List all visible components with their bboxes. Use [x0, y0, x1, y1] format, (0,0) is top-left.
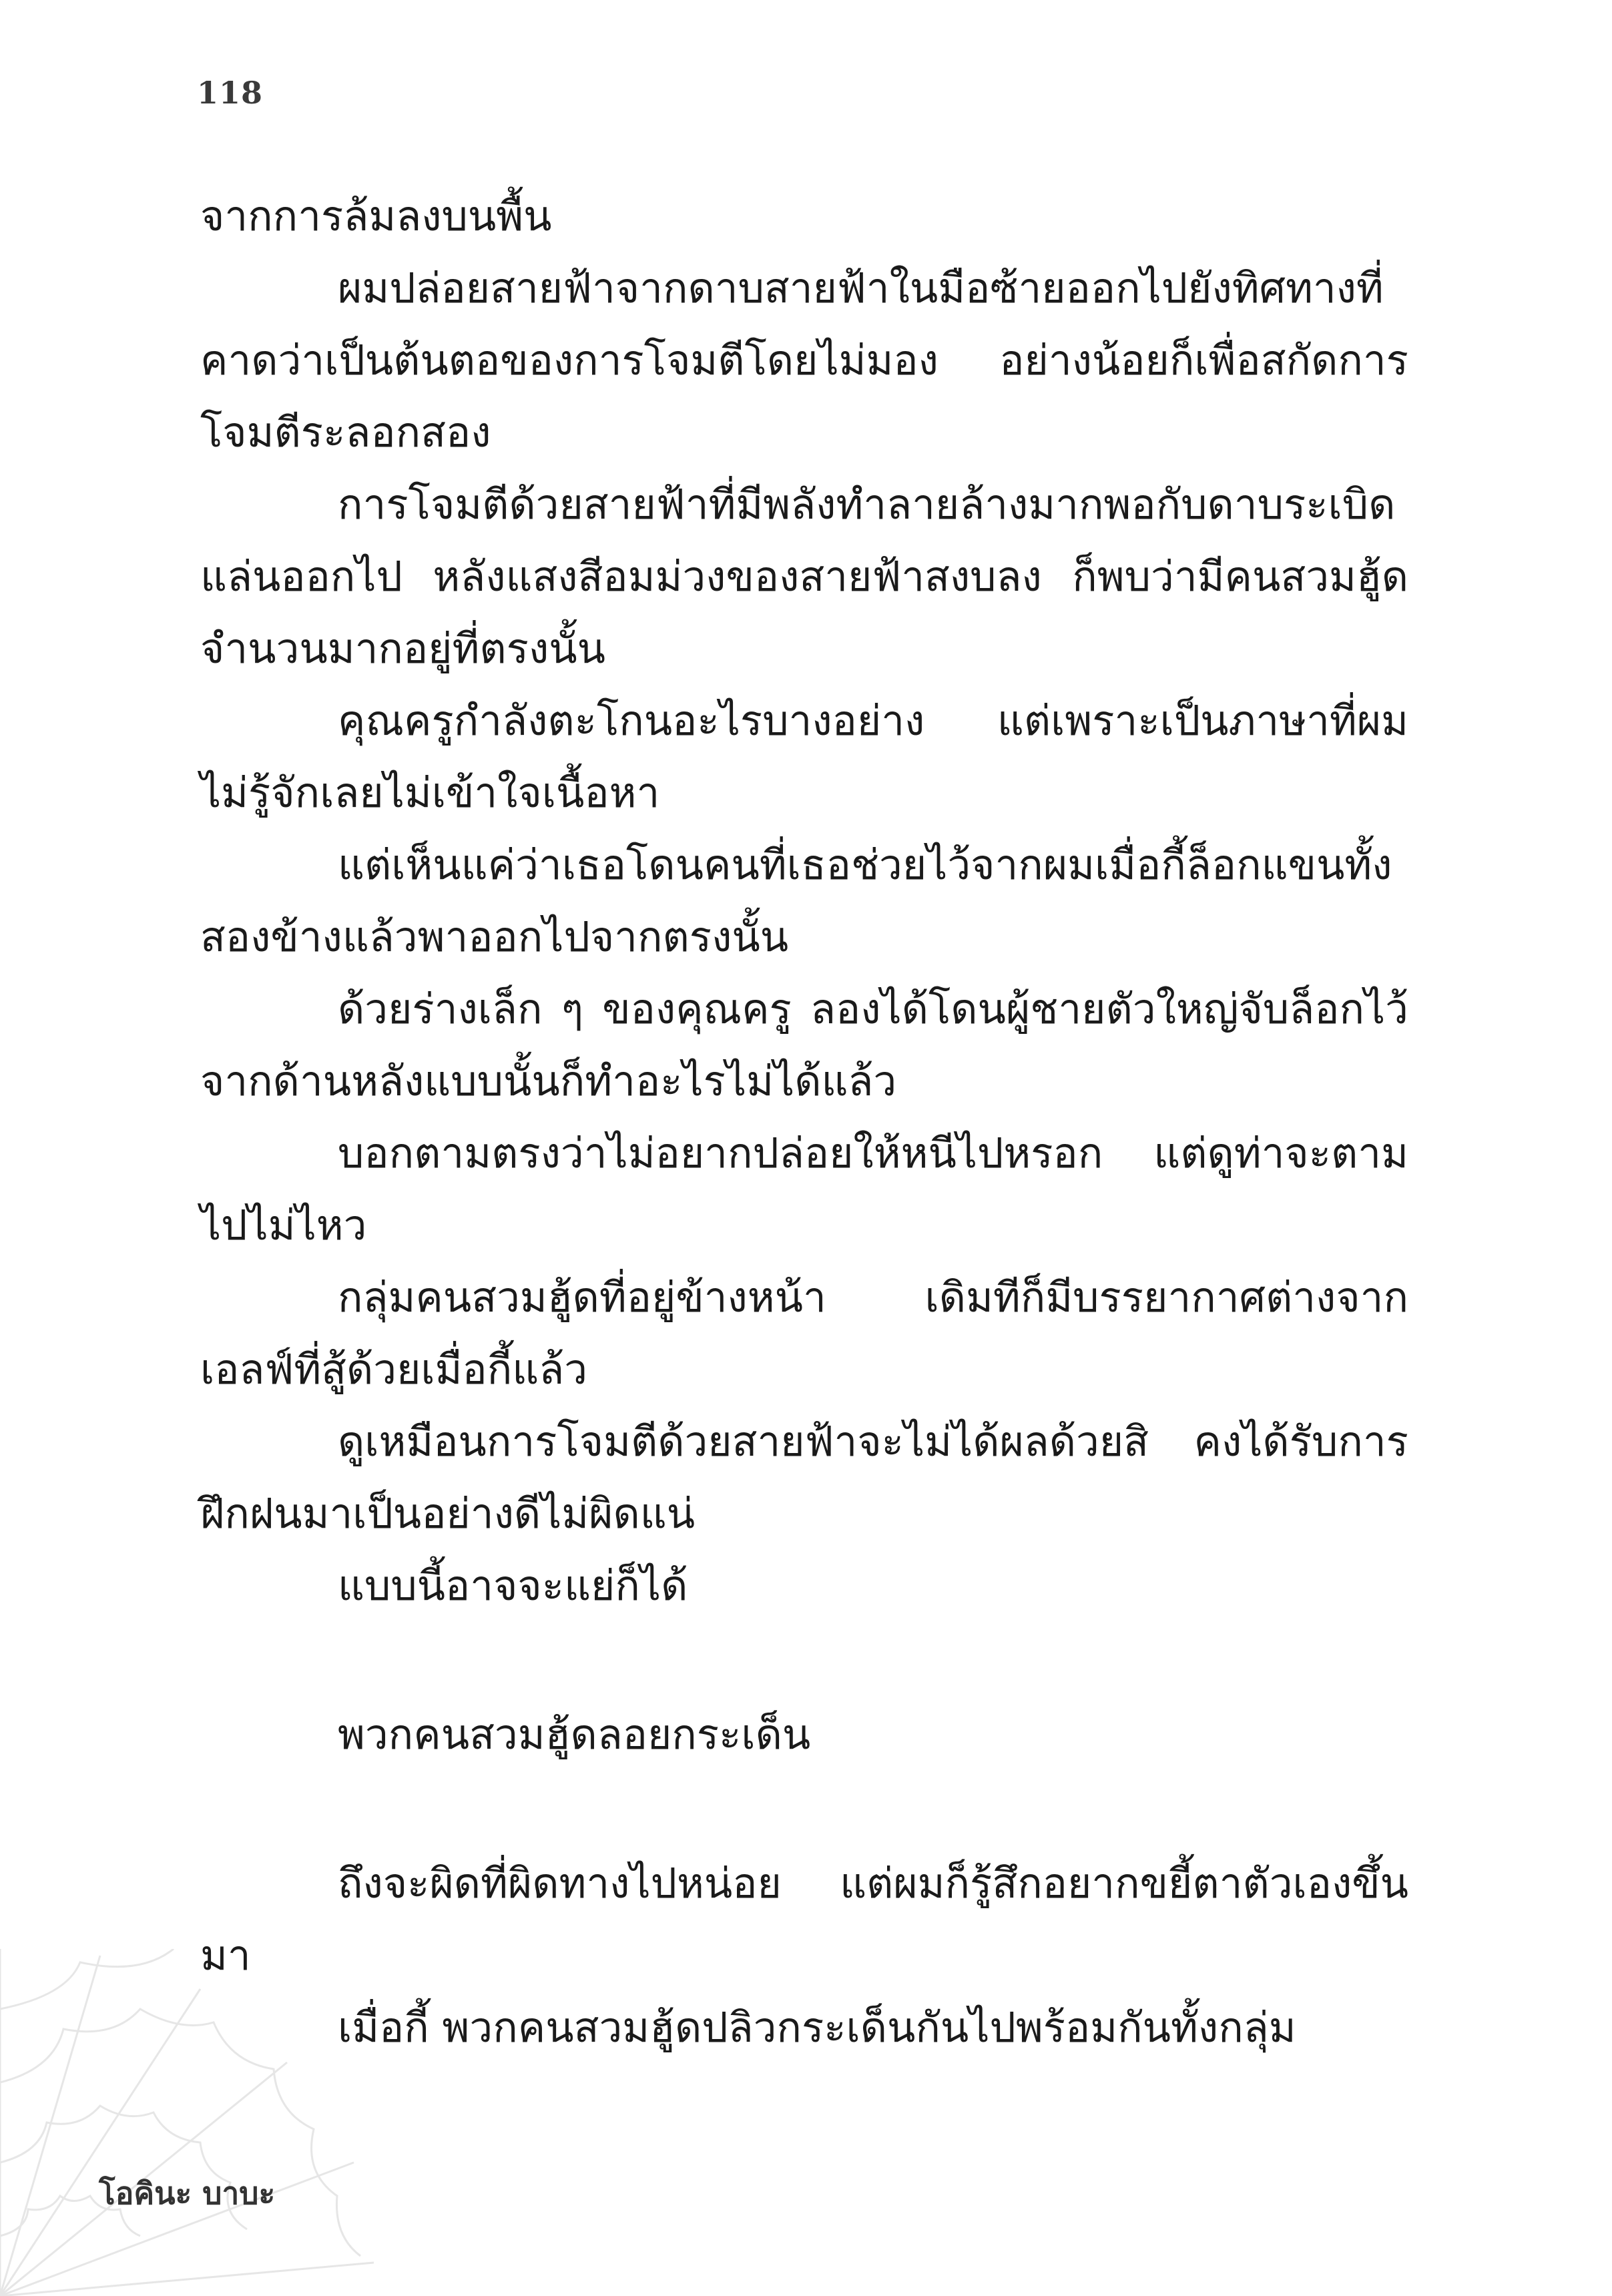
paragraph-3: การโจมตีด้วยสายฟ้าที่มีพลังทำลายล้างมากพอกับดาบระเบิดแล่นออกไป หลังแสงสีอมม่วงของสายฟ้าสงบลง ก็พบว่ามีคนสวมฮู้ดจำนวนมากอยู่ที่ตรงนั้น [200, 480, 1408, 673]
paragraph-4: คุณครูกำลังตะโกนอะไรบางอย่าง แต่เพราะเป็นภาษาที่ผมไม่รู้จักเลยไม่เข้าใจเนื้อหา [200, 696, 1408, 817]
paragraph-6: ด้วยร่างเล็ก ๆ ของคุณครู ลองได้โดนผู้ชายตัวใหญ่จับล็อกไว้จากด้านหลังแบบนั้นก็ทำอะไรไม่ได้แล้ว [200, 984, 1408, 1105]
paragraph-8: กลุ่มคนสวมฮู้ดที่อยู่ข้างหน้า เดิมทีก็มีบรรยากาศต่างจากเอลฟ์ที่สู้ด้วยเมื่อกี้แล้ว [200, 1273, 1408, 1394]
paragraph-12: ถึงจะผิดที่ผิดทางไปหน่อย แต่ผมก็รู้สึกอยากขยี้ตาตัวเองขึ้นมา [200, 1859, 1408, 1980]
paragraph-11: พวกคนสวมฮู้ดลอยกระเด็น [338, 1710, 811, 1759]
paragraph-9: ดูเหมือนการโจมตีด้วยสายฟ้าจะไม่ได้ผลด้วยสิ คงได้รับการฝึกฝนมาเป็นอย่างดีไม่ผิดแน่ [200, 1417, 1408, 1538]
paragraph-5: แต่เห็นแค่ว่าเธอโดนคนที่เธอช่วยไว้จากผมเมื่อกี้ล็อกแขนทั้งสองข้างแล้วพาออกไปจากตรงนั้น [200, 840, 1392, 961]
footer-title: โอคินะ บาบะ [99, 2175, 276, 2211]
page-number: 118 [197, 75, 264, 111]
paragraph-10: แบบนี้อาจจะแย่ก็ได้ [338, 1561, 688, 1610]
paragraph-2: ผมปล่อยสายฟ้าจากดาบสายฟ้าในมือซ้ายออกไปยังทิศทางที่คาดว่าเป็นต้นตอของการโจมตีโดยไม่มอง อย่างน้อยก็เพื่อสกัดการโจมตีระลอกสอง [200, 264, 1408, 457]
paragraph-7: บอกตามตรงว่าไม่อยากปล่อยให้หนีไปหรอก แต่ดูท่าจะตามไปไม่ไหว [200, 1129, 1408, 1249]
paragraph-13: เมื่อกี้ พวกคนสวมฮู้ดปลิวกระเด็นกันไปพร้อมกันทั้งกลุ่ม [338, 2003, 1296, 2052]
paragraph-1: จากการล้มลงบนพื้น [200, 192, 552, 240]
spider-web-ornament [0, 1949, 374, 2296]
body-text [200, 180, 1408, 2064]
